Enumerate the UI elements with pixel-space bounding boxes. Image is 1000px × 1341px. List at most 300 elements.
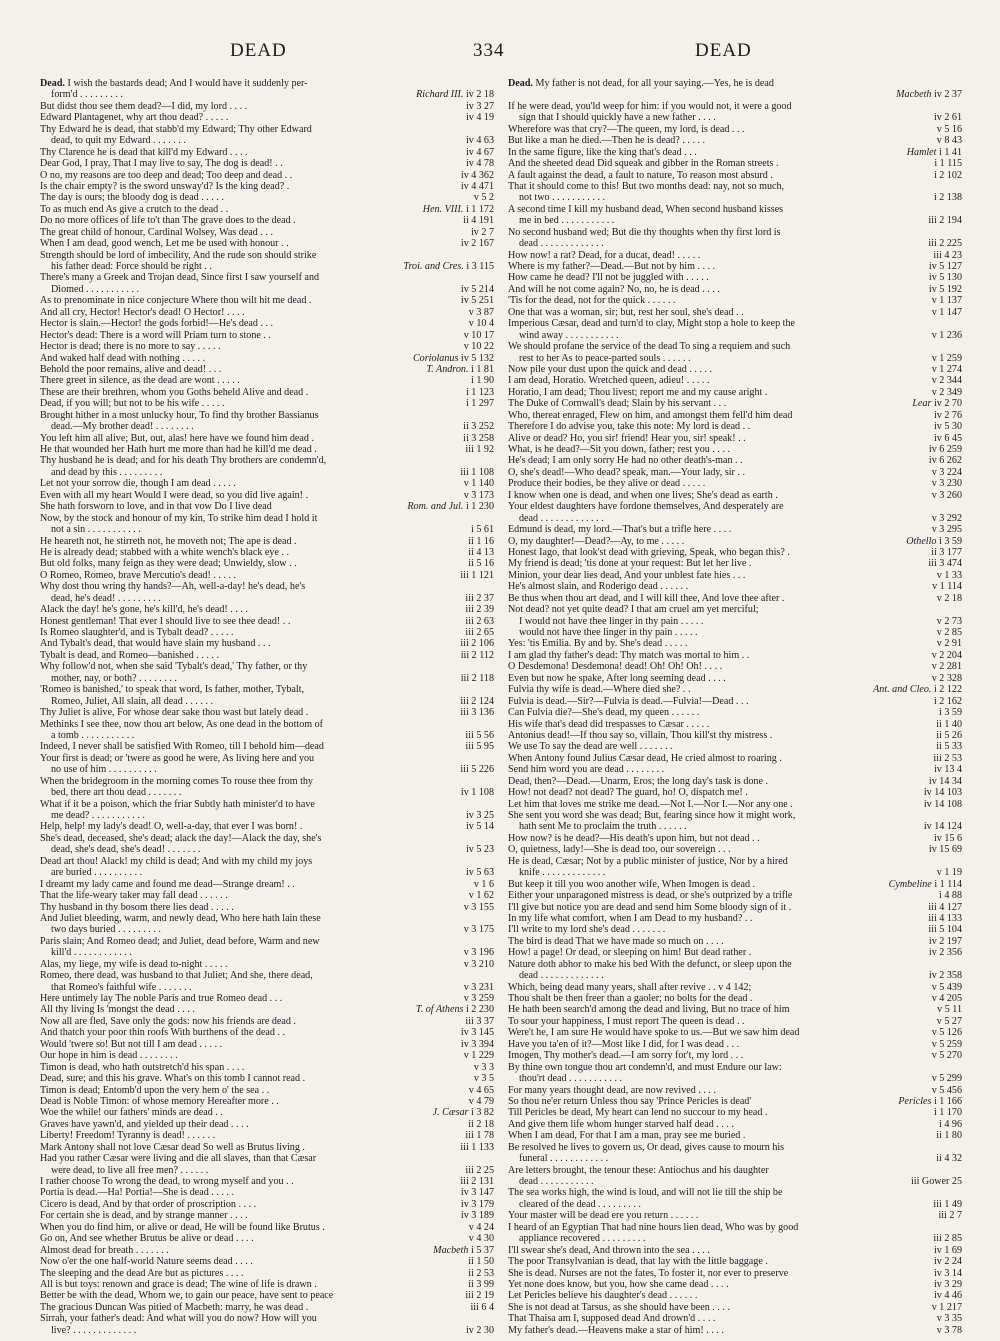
quotation-text: Behold the poor remains, alive and dead! . . . xyxy=(40,363,222,375)
quotation-text: Thy Edward he is dead, that stabb'd my Edward; Thy other Edward xyxy=(40,123,312,135)
concordance-line xyxy=(40,1153,494,1164)
quotation-text: Who, thereat enraged, Flew on him, and amongst them fell'd him dead xyxy=(508,409,793,421)
citation xyxy=(462,821,494,832)
quotation-text: He is already dead; stabbed with a white wench's black eye . . xyxy=(40,546,290,558)
concordance-line xyxy=(40,627,494,638)
concordance-line xyxy=(508,890,962,901)
quotation-text: Our hope in him is dead . . . . . . . . xyxy=(40,1050,178,1062)
quotation-text: You left him all alive; But, out, alas! here have we found him dead . xyxy=(40,432,314,444)
act-scene-line: iv 5 30 xyxy=(933,421,962,433)
quotation-text: We use To say the dead are well . . . . . . . xyxy=(508,741,673,753)
concordance-line xyxy=(508,215,962,226)
act-scene-line: ii 1 16 xyxy=(468,535,494,547)
concordance-line xyxy=(40,170,494,181)
concordance-line xyxy=(508,1039,962,1050)
quotation-text: me dead? . . . . . . . . . . . xyxy=(51,810,145,821)
quotation-text: Let Pericles believe his daughter's dead . . . . . . xyxy=(508,1290,698,1302)
act-scene-line: ii 3 252 xyxy=(463,421,494,433)
citation xyxy=(935,890,962,901)
quotation-text: And all cry, Hector! Hector's dead! O Hector! . . . . xyxy=(40,306,245,318)
citation xyxy=(928,661,962,672)
act-scene-line: v 2 91 xyxy=(936,638,962,650)
act-scene-line: iii 5 95 xyxy=(465,741,494,753)
concordance-line xyxy=(40,1004,494,1015)
quotation-text: How came he dead? I'll not be juggled with . . . . . xyxy=(508,272,709,284)
citation xyxy=(928,1085,962,1096)
act-scene-line: v 3 196 xyxy=(463,947,494,959)
concordance-line xyxy=(508,78,962,89)
concordance-line xyxy=(508,810,962,821)
concordance-line xyxy=(40,982,494,993)
concordance-line xyxy=(508,1062,962,1073)
quotation-text: I would not have thee linger in thy pain . . . . . xyxy=(519,615,704,627)
citation xyxy=(930,433,962,444)
quotation-text: He that wounded her Hath hurt me more than had he kill'd me dead . xyxy=(40,444,317,455)
concordance-line xyxy=(508,833,962,844)
concordance-line xyxy=(40,238,494,249)
quotation-text: But like a man he died.—Then he is dead? . . . . . xyxy=(508,135,706,147)
act-scene-line: iv 6 259 xyxy=(928,444,962,455)
quotation-text: No second husband wed; But die thy thoughts when thy first lord is xyxy=(508,226,781,238)
act-scene-line: v 3 260 xyxy=(931,489,962,501)
act-scene-line: v 5 11 xyxy=(937,1004,962,1016)
concordance-line xyxy=(508,1245,962,1256)
citation xyxy=(457,1199,494,1210)
quotation-text: But keep it till you woo another wife, When Imogen is dead . xyxy=(508,878,756,890)
quotation-text: My friend is dead; 'tis done at your request: But let her live . xyxy=(508,558,752,570)
concordance-line xyxy=(40,1325,494,1336)
citation xyxy=(462,112,494,123)
concordance-line xyxy=(40,787,494,798)
play-title: Macbeth xyxy=(896,89,934,101)
citation xyxy=(933,627,962,638)
quotation-text: dead . . . . . . . . . . . . . xyxy=(519,512,604,524)
concordance-line xyxy=(40,341,494,352)
citation xyxy=(928,330,962,341)
act-scene-line: iv 3 27 xyxy=(465,100,494,112)
quotation-text: To as much end As give a crutch to the dead . . xyxy=(40,203,229,215)
quotation-text: Your eldest daughters have fordone themselves, And desperately are xyxy=(508,501,784,513)
act-scene-line: v 2 349 xyxy=(931,386,962,398)
act-scene-line: iv 14 103 xyxy=(923,787,962,799)
concordance-line xyxy=(508,1187,962,1198)
concordance-line xyxy=(40,1245,494,1256)
citation xyxy=(933,1004,962,1015)
citation xyxy=(429,1107,494,1118)
quotation-text: Let not your sorrow die, though I am dead . . . . . xyxy=(40,478,236,490)
citation xyxy=(932,730,962,741)
quotation-text: Produce their bodies, be they alive or dead . . . . . xyxy=(508,478,706,490)
act-scene-line: ii 5 33 xyxy=(936,741,962,753)
act-scene-line: iii 3 474 xyxy=(928,558,962,570)
concordance-line xyxy=(40,513,494,524)
quotation-text: Go on, And see whether Brutus be alive or dead . . . . xyxy=(40,1233,254,1245)
concordance-line xyxy=(508,1153,962,1164)
act-scene-line: v 1 229 xyxy=(463,1050,494,1062)
act-scene-line: iii 1 133 xyxy=(460,1141,494,1153)
concordance-line xyxy=(40,147,494,158)
quotation-text: Liberty! Freedom! Tyranny is dead! . . . . . . xyxy=(40,1130,216,1142)
quotation-text: Would 'twere so! But not till I am dead . . . . . xyxy=(40,1038,223,1050)
act-scene-line: v 1 19 xyxy=(936,867,962,879)
quotation-text: Woe the while! our fathers' minds are dead . . xyxy=(40,1107,223,1119)
quotation-text: Now all are fled, Save only the gods: now his friends are dead . xyxy=(40,1015,296,1027)
concordance-line xyxy=(508,844,962,855)
concordance-line xyxy=(508,581,962,592)
citation xyxy=(467,375,494,386)
quotation-text: Antonius dead!—If thou say so, villain, Thou kill'st thy mistress . xyxy=(508,729,773,741)
quotation-text: When I am dead, For that I am a man, pray see me buried . xyxy=(508,1130,746,1142)
quotation-text: Dead, then?—Dead.—Unarm, Eros; the long day's task is done . xyxy=(508,775,768,787)
citation xyxy=(460,947,494,958)
act-scene-line: v 5 259 xyxy=(931,1038,962,1050)
act-scene-line: v 5 299 xyxy=(931,1073,962,1085)
concordance-line xyxy=(40,101,494,112)
concordance-line xyxy=(508,227,962,238)
concordance-line xyxy=(508,776,962,787)
act-scene-line: iv 5 192 xyxy=(928,283,962,295)
quotation-text: The sleeping and the dead Are but as pictures . . . . xyxy=(40,1267,244,1279)
act-scene-line: v 1 33 xyxy=(936,569,962,581)
citation xyxy=(461,1290,494,1301)
act-scene-line: v 5 27 xyxy=(936,1015,962,1027)
quotation-text: Be resolved he lives to govern us, Or dead, gives cause to mourn his xyxy=(508,1141,785,1153)
citation xyxy=(462,867,494,878)
running-head-left: DEAD xyxy=(230,40,287,61)
citation xyxy=(933,1325,962,1336)
quotation-text: Not dead? not yet quite dead? I that am cruel am yet merciful; xyxy=(508,604,759,616)
citation xyxy=(925,947,962,958)
concordance-line xyxy=(40,524,494,535)
act-scene-line: iii 1 108 xyxy=(460,466,494,478)
act-scene-line: i 5 37 xyxy=(471,1244,494,1256)
quotation-text: Timon is dead, who hath outstretch'd his span . . . . xyxy=(40,1061,245,1073)
quotation-text: The great child of honour, Cardinal Wolsey, Was dead . . . xyxy=(40,226,273,238)
citation xyxy=(928,1050,962,1061)
citation xyxy=(460,330,494,341)
quotation-text: Now, by the stock and honour of my kin, To strike him dead I hold it xyxy=(40,512,318,524)
citation xyxy=(464,1119,494,1130)
act-scene-line: v 5 270 xyxy=(931,1050,962,1062)
citation xyxy=(462,387,494,398)
quotation-text: wind away . . . . . . . . . . . xyxy=(519,329,619,341)
concordance-line xyxy=(508,879,962,890)
concordance-line xyxy=(40,1222,494,1233)
quotation-text: Help, help! my lady's dead! O, well-a-day, that ever I was born! . xyxy=(40,821,303,833)
concordance-line xyxy=(508,1107,962,1118)
act-scene-line: iii 2 118 xyxy=(460,672,494,684)
act-scene-line: iii 5 56 xyxy=(465,729,494,741)
quotation-text: Send him word you are dead . . . . . . . . xyxy=(508,764,665,776)
concordance-line xyxy=(40,833,494,844)
concordance-line xyxy=(508,764,962,775)
concordance-line xyxy=(508,867,962,878)
citation xyxy=(925,444,962,455)
act-scene-line: v 1 217 xyxy=(931,1301,962,1313)
citation xyxy=(930,421,962,432)
citation xyxy=(456,1142,494,1153)
citation xyxy=(927,547,962,558)
concordance-line xyxy=(508,204,962,215)
citation xyxy=(464,1268,494,1279)
citation xyxy=(467,524,494,535)
act-scene-line: iii 2 106 xyxy=(460,638,494,650)
quotation-text: O, my daughter!—Dead?—Ay, to me . . . . . xyxy=(508,535,685,547)
quotation-text: Thy Clarence he is dead that kill'd my Edward . . . . xyxy=(40,146,248,158)
act-scene-line: iv 5 214 xyxy=(460,283,494,295)
quotation-text: The poor Transylvanian is dead, that lay with the little baggage . xyxy=(508,1256,768,1268)
concordance-line xyxy=(508,570,962,581)
citation xyxy=(924,913,962,924)
citation xyxy=(461,593,494,604)
quotation-text: How! a page! Or dead, or sleeping on him! But dead rather . xyxy=(508,947,752,959)
quotation-text: Honest gentleman! That ever I should live to see thee dead! . . xyxy=(40,615,291,627)
act-scene-line: iv 2 30 xyxy=(465,1324,494,1336)
concordance-line xyxy=(40,1027,494,1038)
quotation-text: Even but now he spake, After long seeming dead . . . . xyxy=(508,672,726,684)
act-scene-line: v 2 204 xyxy=(931,649,962,661)
quotation-text: Where is my father?—Dead.—But not by him . . . . xyxy=(508,261,716,272)
concordance-line xyxy=(508,170,962,181)
quotation-text: I'll swear she's dead, And thrown into the sea . . . . xyxy=(508,1244,710,1256)
act-scene-line: i 1 170 xyxy=(933,1107,962,1119)
citation xyxy=(929,1199,962,1210)
play-title: Lear xyxy=(912,398,934,410)
quotation-text: Yet none does know, but you, how she came dead . . . . xyxy=(508,1278,729,1290)
quotation-text: hath sent Me to proclaim the truth . . . . . . xyxy=(519,821,687,833)
concordance-line xyxy=(508,1302,962,1313)
citation xyxy=(933,124,962,135)
citation xyxy=(462,844,494,855)
citation xyxy=(460,959,494,970)
concordance-line xyxy=(40,410,494,421)
act-scene-line: i 2 138 xyxy=(933,192,962,204)
concordance-line xyxy=(40,913,494,924)
act-scene-line: v 3 5 xyxy=(473,1073,494,1085)
concordance-line xyxy=(508,147,962,158)
concordance-line xyxy=(508,455,962,466)
concordance-line xyxy=(40,1256,494,1267)
concordance-line xyxy=(40,844,494,855)
concordance-line xyxy=(508,1233,962,1244)
quotation-text: Indeed, I never shall be satisfied With Romeo, till I behold him—dead xyxy=(40,741,324,753)
act-scene-line: iii 2 25 xyxy=(465,1164,494,1176)
quotation-text: Portia is dead.—Ha! Portia!—She is dead . . . . . xyxy=(40,1187,234,1199)
act-scene-line: i 1 114 xyxy=(934,878,962,890)
concordance-line xyxy=(40,227,494,238)
quotation-text: were dead, to live all free men? . . . . . . xyxy=(51,1164,209,1176)
headword: Dead. xyxy=(40,78,65,89)
quotation-text: Fulvia is dead.—Sir?—Fulvia is dead.—Fulvia!—Dead . . . xyxy=(508,695,749,707)
act-scene-line: v 1 137 xyxy=(931,295,962,307)
concordance-line xyxy=(508,982,962,993)
quotation-text: Be thus when thou art dead, and I will kill thee, And love thee after . xyxy=(508,592,785,604)
quotation-text: Your first is dead; or 'twere as good he were, As living here and you xyxy=(40,752,315,764)
quotation-text: Dead is Noble Timon: of whose memory Hereafter more . . xyxy=(40,1095,279,1107)
quotation-text: dead.—My brother dead! . . . . . . . . xyxy=(51,421,194,433)
act-scene-line: iii 6 4 xyxy=(470,1301,494,1313)
concordance-line xyxy=(40,364,494,375)
citation xyxy=(456,1176,494,1187)
quotation-text: One that was a woman, sir; but, rest her soul, she's dead . . xyxy=(508,306,744,318)
concordance-line xyxy=(508,924,962,935)
quotation-text: Is the chair empty? is the sword unsway'd? Is the king dead? . xyxy=(40,180,290,192)
citation xyxy=(930,1290,962,1301)
quotation-text: So thou ne'er return Unless thou say 'Prince Pericles is dead' xyxy=(508,1095,752,1107)
quotation-text: rest to her As to peace-parted souls . . . . . . xyxy=(519,352,691,364)
concordance-line xyxy=(508,433,962,444)
concordance-line xyxy=(40,993,494,1004)
act-scene-line: v 2 73 xyxy=(936,615,962,627)
concordance-line xyxy=(508,1142,962,1153)
concordance-line xyxy=(40,501,494,512)
concordance-line xyxy=(40,1016,494,1027)
quotation-text: When you do find him, or alive or dead, He will be found like Brutus . xyxy=(40,1221,325,1233)
quotation-text: Either your unparagoned mistress is dead, or she's outprized by a trifle xyxy=(508,890,793,902)
concordance-line xyxy=(40,616,494,627)
quotation-text: He is dead, Cæsar; Not by a public minister of justice, Nor by a hired xyxy=(508,855,788,867)
quotation-text: All is but toys: renown and grace is dead; The wine of life is drawn . xyxy=(40,1278,317,1290)
citation xyxy=(902,536,962,547)
act-scene-line: v 10 4 xyxy=(468,318,494,330)
act-scene-line: iii 3 136 xyxy=(460,707,494,719)
quotation-text: And thatch your poor thin roofs With burthens of the dead . . xyxy=(40,1027,285,1039)
citation xyxy=(459,421,494,432)
quotation-text: To sour your happiness, I must report The queen is dead . . xyxy=(508,1015,745,1027)
play-title: Coriolanus xyxy=(412,352,461,364)
act-scene-line: iii 4 23 xyxy=(933,249,962,261)
citation xyxy=(925,284,962,295)
act-scene-line: ii 2 53 xyxy=(468,1267,494,1279)
act-scene-line: v 3 155 xyxy=(463,901,494,913)
act-scene-line: i 1 230 xyxy=(465,501,494,513)
citation xyxy=(459,433,494,444)
citation xyxy=(470,1073,494,1084)
act-scene-line: v 3 292 xyxy=(931,512,962,524)
concordance-line xyxy=(40,204,494,215)
citation xyxy=(933,867,962,878)
quotation-text: appliance recovered . . . . . . . . . xyxy=(519,1233,646,1245)
act-scene-line: v 1 236 xyxy=(931,329,962,341)
act-scene-line: iii 4 127 xyxy=(928,901,962,913)
act-scene-line: iv 5 23 xyxy=(465,844,494,856)
concordance-line xyxy=(508,1027,962,1038)
quotation-text: Nature doth abhor to make his bed With the defunct, or sleep upon the xyxy=(508,958,792,970)
citation xyxy=(928,524,962,535)
citation xyxy=(928,490,962,501)
act-scene-line: iv 4 362 xyxy=(460,169,494,181)
quotation-text: In my life what comfort, when I am Dead to my husband? . . xyxy=(508,912,753,924)
act-scene-line: iii 2 65 xyxy=(465,627,494,638)
citation xyxy=(457,1210,494,1221)
citation xyxy=(470,192,494,203)
quotation-text: There greet in silence, as the dead are wont . . . . . xyxy=(40,375,240,387)
act-scene-line: v 10 22 xyxy=(463,341,494,353)
concordance-line xyxy=(508,821,962,832)
concordance-line xyxy=(508,536,962,547)
quotation-text: But didst thou see them dead?—I did, my lord . . . . xyxy=(40,100,248,112)
play-title: Ant. and Cleo. xyxy=(873,684,934,696)
concordance-line xyxy=(40,1233,494,1244)
citation xyxy=(933,638,962,649)
concordance-line xyxy=(40,1073,494,1084)
act-scene-line: iv 1 108 xyxy=(460,787,494,799)
quotation-text: And waked half dead with nothing . . . . . xyxy=(40,352,206,364)
act-scene-line: iv 2 61 xyxy=(933,112,962,124)
quotation-text: Are letters brought, the tenour these: Antiochus and his daughter xyxy=(508,1164,769,1176)
citation xyxy=(460,902,494,913)
citation xyxy=(464,558,494,569)
quotation-text: Cicero is dead, And by that order of proscription . . . . xyxy=(40,1198,257,1210)
play-title: Cymbeline xyxy=(888,878,935,890)
citation xyxy=(429,1245,494,1256)
concordance-line xyxy=(40,112,494,123)
citation xyxy=(933,1313,962,1324)
citation xyxy=(462,101,494,112)
play-title: J. Cæsar xyxy=(432,1107,471,1119)
quotation-text: What if it be a poison, which the friar Subtly hath minister'd to have xyxy=(40,798,315,810)
citation xyxy=(457,1027,494,1038)
citation xyxy=(470,1062,494,1073)
concordance-line xyxy=(40,215,494,226)
act-scene-line: iii 2 7 xyxy=(938,1210,962,1222)
citation xyxy=(928,1027,962,1038)
citation xyxy=(924,238,962,249)
concordance-line xyxy=(508,112,962,123)
citation xyxy=(932,719,962,730)
act-scene-line: iv 6 45 xyxy=(933,432,962,444)
quotation-text: Paris slain; And Romeo dead; and Juliet, dead before, Warm and new xyxy=(40,935,320,947)
concordance-line xyxy=(40,1039,494,1050)
act-scene-line: i 1 123 xyxy=(465,386,494,398)
act-scene-line: iv 5 130 xyxy=(928,272,962,284)
quotation-text: thou'rt dead . . . . . . . . . . . xyxy=(519,1073,623,1085)
quotation-text: dead, to quit my Edward . . . . . . . xyxy=(51,135,186,147)
quotation-text: Alack the day! he's gone, he's kill'd, he's dead! . . . . xyxy=(40,604,248,616)
concordance-line xyxy=(40,547,494,558)
act-scene-line: iii 2 53 xyxy=(933,752,962,764)
quotation-text: These are their brethren, whom you Goths beheld Alive and dead . xyxy=(40,386,309,398)
act-scene-line: iii 5 104 xyxy=(928,924,962,936)
quotation-text: form'd . . . . . . . . . xyxy=(51,89,123,101)
concordance-line xyxy=(508,627,962,638)
act-scene-line: v 2 85 xyxy=(936,627,962,638)
citation xyxy=(928,307,962,318)
citation xyxy=(403,501,494,512)
act-scene-line: iii 2 112 xyxy=(460,649,494,661)
quotation-text: Imogen, Thy mother's dead.—I am sorry for't, my lord . . . xyxy=(508,1050,744,1062)
act-scene-line: v 1 259 xyxy=(931,352,962,364)
act-scene-line: i 2 102 xyxy=(933,169,962,181)
citation xyxy=(928,1073,962,1084)
act-scene-line: iii 1 121 xyxy=(460,569,494,581)
act-scene-line: iv 5 14 xyxy=(465,821,494,833)
concordance-line xyxy=(508,364,962,375)
citation xyxy=(930,696,962,707)
quotation-text: funeral . . . . . . . . . . . . xyxy=(519,1153,609,1165)
concordance-line xyxy=(508,1222,962,1233)
citation xyxy=(461,1130,494,1141)
act-scene-line: i 3 59 xyxy=(939,535,962,547)
act-scene-line: v 5 2 xyxy=(473,192,494,204)
act-scene-line: i 3 115 xyxy=(466,261,494,272)
concordance-line xyxy=(40,1165,494,1176)
act-scene-line: ii 5 26 xyxy=(936,729,962,741)
citation xyxy=(456,638,494,649)
act-scene-line: iv 2 167 xyxy=(460,238,494,250)
concordance-line xyxy=(508,318,962,329)
act-scene-line: v 5 456 xyxy=(931,1084,962,1096)
